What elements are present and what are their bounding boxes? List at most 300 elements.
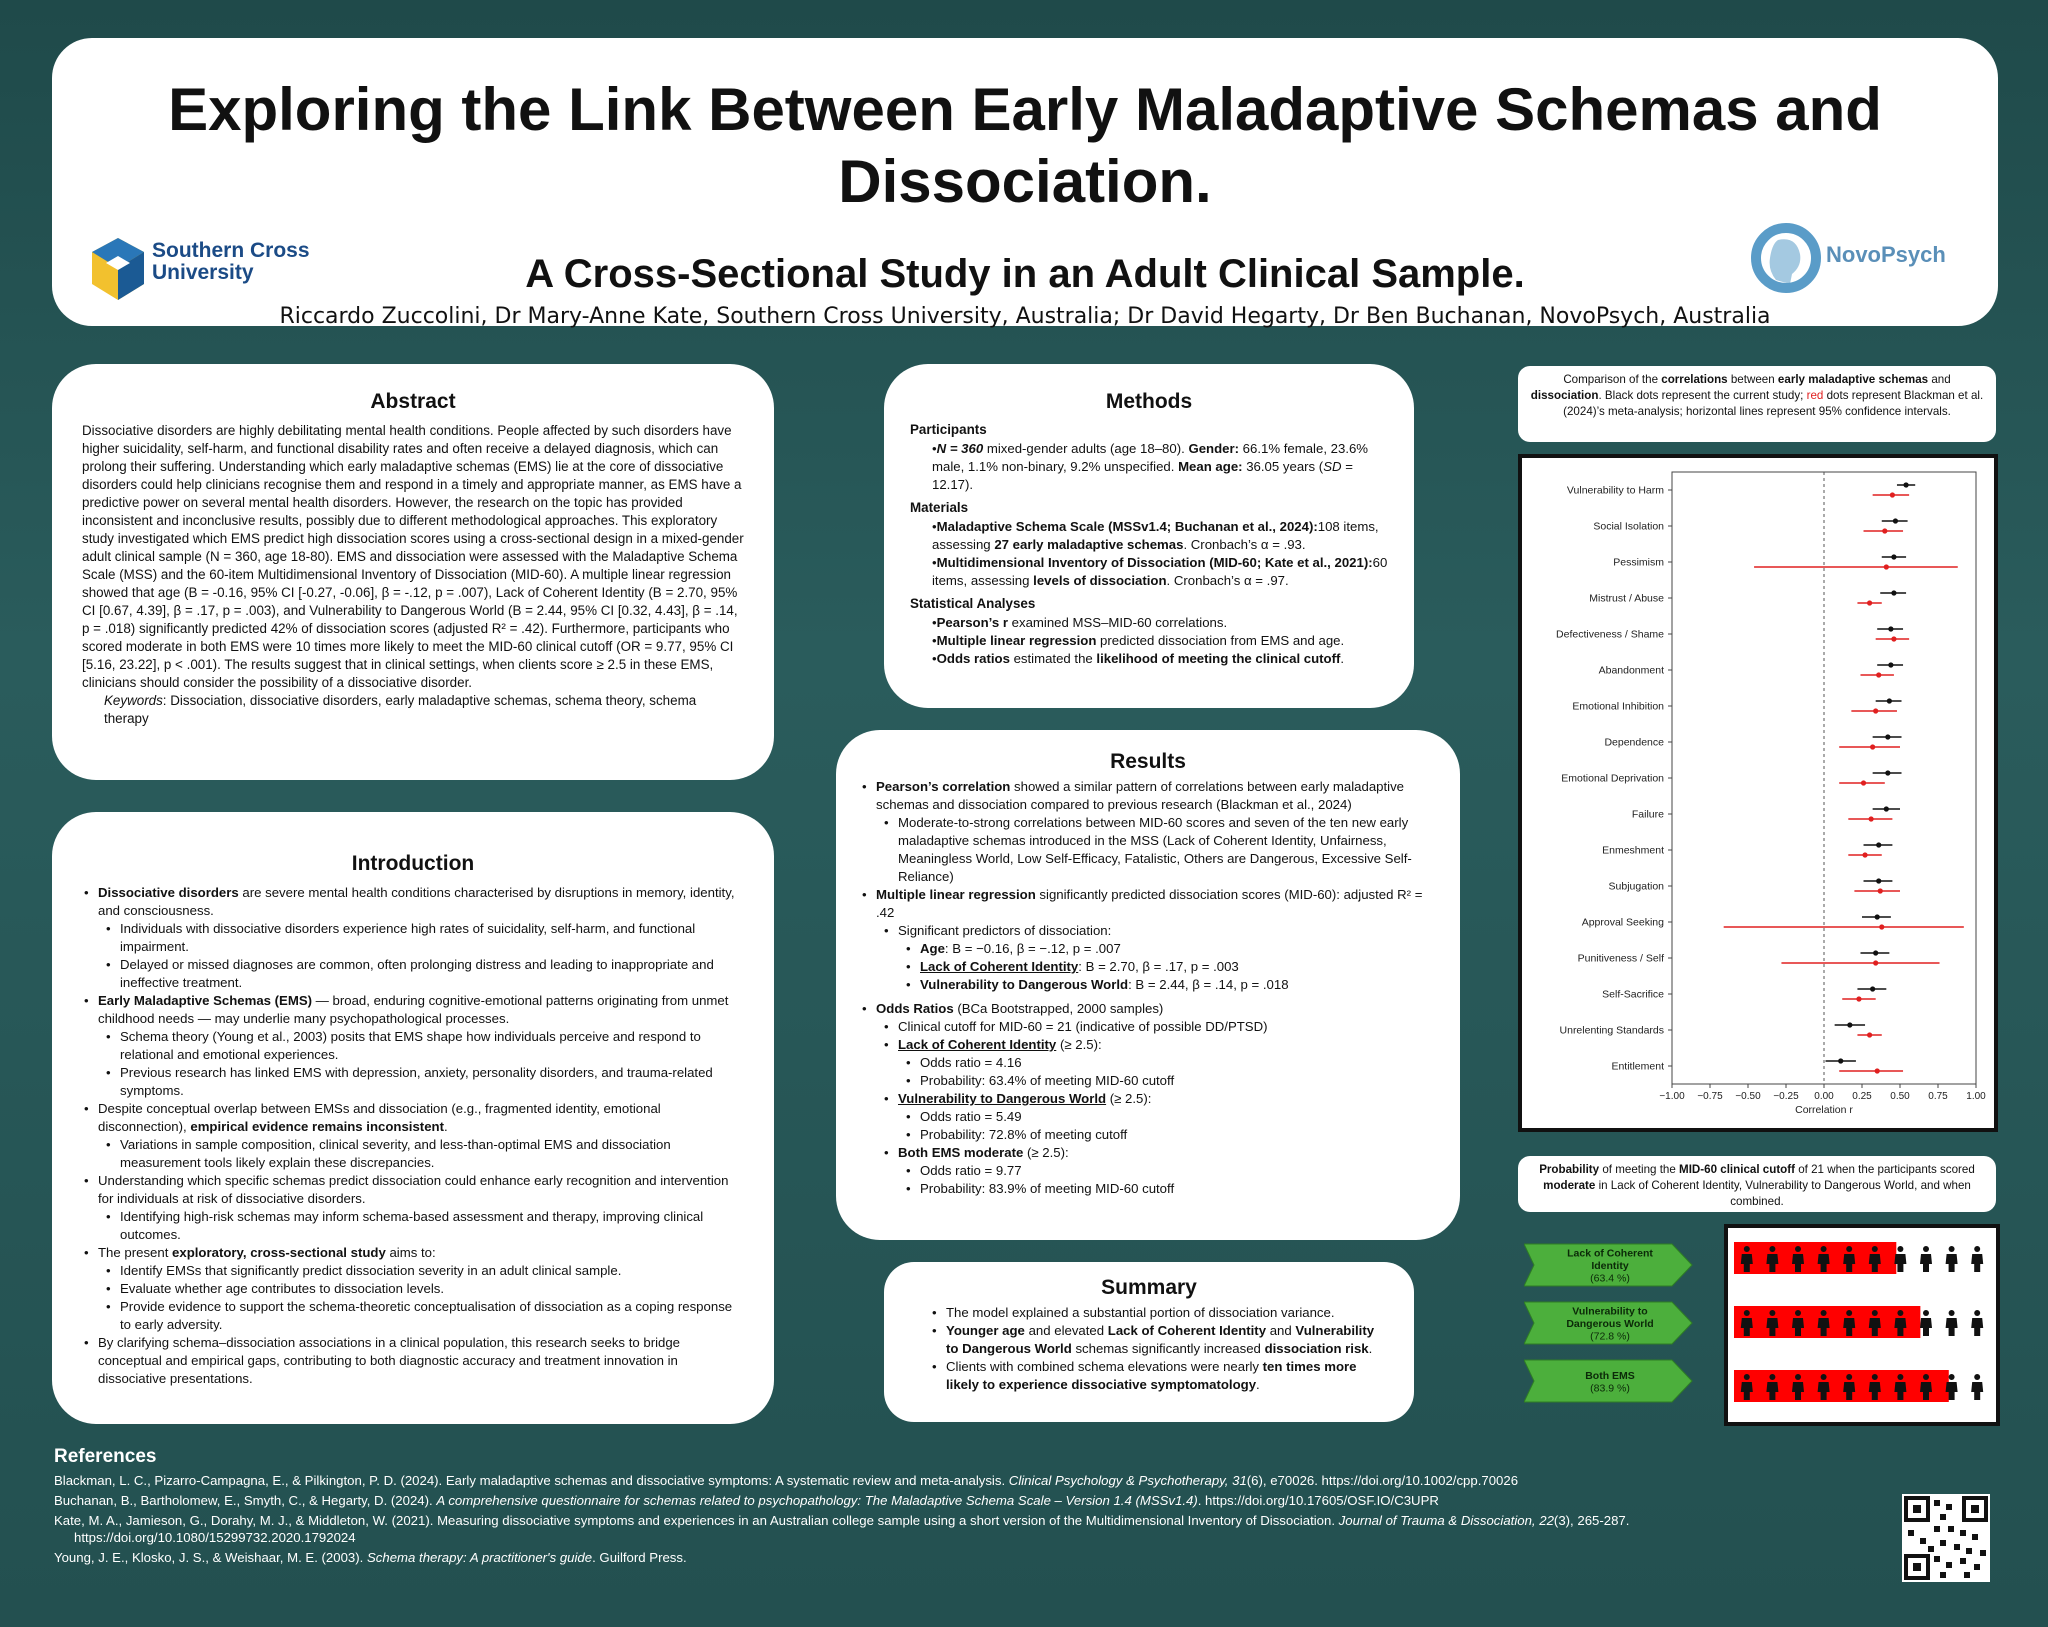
title-line-2: Dissociation. [838,148,1212,215]
y-tick-label: Mistrust / Abuse [1589,592,1664,605]
x-tick-label: 0.75 [1928,1091,1948,1102]
bold-text: Probability [1539,1163,1600,1176]
person-head [1923,1310,1929,1316]
text: and [1928,373,1951,386]
statistics-heading: Statistical Analyses [910,596,1036,611]
person-icon [1920,1310,1932,1336]
list-item: • Previous research has linked EMS with depression, anxiety, personality disorders, and trauma-related symptoms. [82,1064,744,1100]
person-head [1846,1374,1852,1380]
text: . Cronbach’s α = .97. [1166,573,1289,588]
results-list [860,886,1436,922]
current-point [1838,1058,1843,1063]
y-tick-label: Self-Sacrifice [1602,988,1664,1001]
person-head [1821,1246,1827,1252]
forest-plot [1522,458,1994,1128]
meta-point [1878,888,1883,893]
italic-text: Schema therapy: A practitioner's guide [366,1550,593,1565]
bold-text: Pearson’s correlation [876,779,1011,794]
poster-subtitle: A Cross-Sectional Study in an Adult Clinical Sample. [525,252,1525,296]
scu-name-line-2: University [152,261,254,284]
results-sublist [860,922,1436,940]
person-head [1949,1374,1955,1380]
text: The present [98,1245,173,1260]
results-sublist [860,1054,1436,1090]
reference-item [54,1549,1904,1566]
x-tick-label: 1.00 [1966,1091,1986,1102]
person-icon [1971,1246,1983,1272]
bold-text: Gender: [1188,441,1240,456]
person-body [1971,1254,1983,1272]
bold-text: Younger age [946,1323,1025,1338]
summary-title: Summary [1101,1276,1197,1299]
person-head [1923,1374,1929,1380]
person-head [1974,1246,1980,1252]
probability-label-arrow [1524,1298,1694,1348]
y-tick-label: Dependence [1604,736,1664,749]
person-head [1744,1374,1750,1380]
list-item: • Odds ratio = 9.77 [860,1162,1436,1180]
results-sublist [860,1018,1436,1054]
introduction-title: Introduction [351,852,475,875]
y-tick-label: Unrelenting Standards [1559,1024,1664,1037]
probability-label-arrow [1524,1356,1694,1406]
person-head [1872,1246,1878,1252]
y-tick-label: Emotional Deprivation [1561,772,1664,785]
text: : B = −0.16, β = −.12, p = .007 [944,941,1121,956]
person-head [1949,1310,1955,1316]
qr-code-graphic [1902,1494,1990,1582]
person-head [1974,1310,1980,1316]
participants-heading: Participants [910,422,987,437]
list-item: • Clinical cutoff for MID-60 = 21 (indicative of possible DD/PTSD) [860,1018,1436,1036]
person-body [1920,1254,1932,1272]
text: — broad, enduring cognitive-emotional patterns originating from unmet childhood needs — may underlie many psychopathological processes. [98,993,729,1026]
text: Comparison of the [1563,373,1662,386]
text: Clients with combined schema elevations were nearly [946,1359,1263,1374]
arrow-label: Lack of Coherent [1567,1247,1653,1260]
text: significantly predicted dissociation scores (MID-60): adjusted R² = .42 [876,887,1423,920]
person-head [1769,1246,1775,1252]
list-item [860,1090,1436,1108]
text: of 21 when the participants scored [1795,1163,1975,1176]
italic-text: Clinical Psychology & Psychotherapy, 31 [1008,1473,1247,1488]
current-point [1875,914,1880,919]
list-item: • Schema theory (Young et al., 2003) posits that EMS shape how individuals perceive and respond to relational and emotional experiences. [82,1028,744,1064]
forest-plot-caption [1518,366,1996,442]
bold-text: Multiple linear regression [936,633,1097,648]
results-list [860,778,1436,814]
text: (≥ 2.5): [1106,1091,1152,1106]
x-tick-label: 0.25 [1852,1091,1872,1102]
bold-text: Vulnerability to Dangerous World [946,1323,1375,1356]
text: . [1340,651,1345,666]
text: Young, J. E., Klosko, J. S., & Weishaar, M. E. (2003). [54,1550,367,1565]
scu-name [152,240,310,284]
keywords-text: : Dissociation, dissociative disorders, early maladaptive schemas, schema theory, schema therapy [104,693,697,726]
person-head [1974,1374,1980,1380]
text: . [1368,1341,1373,1356]
x-axis-label: Correlation r [1795,1104,1853,1116]
x-tick-label: −0.25 [1773,1091,1799,1102]
x-tick-label: −1.00 [1659,1091,1685,1102]
y-tick-label: Failure [1631,808,1664,821]
text: 66.1% female, 23.6% male, 1.1% non-binary, 9.2% unspecified. [932,441,1369,474]
text: (≥ 2.5): [1023,1145,1069,1160]
list-item: • Understanding which specific schemas predict dissociation could enhance early recognition and intervention for individuals at risk of dissociative disorders. [82,1172,744,1208]
list-item: • Variations in sample composition, clinical severity, and less-than-optimal EMS and dissociation measurement tools likely explain these discrepancies. [82,1136,744,1172]
person-icon [1946,1246,1958,1272]
meta-point [1869,816,1874,821]
statistics-item: •Multiple linear regression predicted dissociation from EMS and age. [932,633,1345,648]
list-item [860,940,1436,958]
text: mixed-gender adults (age 18–80). [983,441,1189,456]
bold-text: correlations [1661,373,1728,386]
statistics-item: •Odds ratios estimated the likelihood of meeting the clinical cutoff. [932,651,1345,666]
text: dots represent Blackman et al. (2024)’s meta-analysis; horizontal lines represent 95% confidence intervals. [1563,389,1984,418]
list-item: • Provide evidence to support the schema-theoretic conceptualisation of dissociation as a coping response to early adversity. [82,1298,744,1334]
bold-text: ten times more likely to experience dissociative symptomatology [946,1359,1357,1392]
introduction-list [82,1100,744,1136]
text: and elevated [1024,1323,1108,1338]
title-line-1: Exploring the Link Between Early Maladaptive Schemas and [168,76,1882,143]
participants-text: •N = 360 mixed-gender adults (age 18–80). Gender: 66.1% female, 23.6% male, 1.1% non-binary, 9.2% unspecified. Mean age: 36.05 years (SD = 12.17). [932,441,1369,492]
bold-text: Pearson’s r [936,615,1008,630]
bold-text: Vulnerability to Dangerous World [898,1091,1107,1106]
person-icon [1971,1310,1983,1336]
y-tick-label: Vulnerability to Harm [1566,484,1664,497]
bold-text: Lack of Coherent Identity [1107,1323,1267,1338]
list-item: • Delayed or missed diagnoses are common, often prolonging distress and leading to inappropriate and ineffective treatment. [82,956,744,992]
arrow-label: Identity [1591,1260,1629,1272]
text: (≥ 2.5): [1056,1037,1102,1052]
x-tick-label: −0.75 [1697,1091,1723,1102]
text: . Cronbach’s α = .93. [1183,537,1306,552]
person-head [1744,1246,1750,1252]
results-sublist [860,940,1436,994]
current-point [1903,482,1908,487]
arrow-label: Vulnerability to [1572,1305,1648,1318]
person-head [1846,1246,1852,1252]
list-item [860,778,1436,814]
bold-text: Multiple linear regression [876,887,1036,902]
bold-text: Mean age: [1178,459,1243,474]
meta-point [1882,528,1887,533]
person-icon [1920,1246,1932,1272]
meta-point [1873,708,1878,713]
probability-icon-svg [1728,1228,1996,1422]
text: Kate, M. A., Jamieson, G., Dorahy, M. J., & Middleton, W. (2021). Measuring dissociative symptoms and experiences in an Australian college sample using a short version of the Multidimensional Inventory of Dissociation. [54,1513,1339,1528]
meta-point [1875,1068,1880,1073]
person-body [1971,1318,1983,1336]
current-point [1884,806,1889,811]
results-panel [836,730,1460,1240]
introduction-list [82,1172,744,1208]
current-point [1885,734,1890,739]
meta-point [1873,960,1878,965]
person-head [1923,1246,1929,1252]
bold-text: dissociation [1530,389,1599,402]
references-section [54,1446,1904,1569]
person-head [1795,1310,1801,1316]
text: . Guilford Press. [592,1550,687,1565]
text: (3), 265-287. https://doi.org/10.1080/15299732.2020.1792024 [74,1513,1630,1545]
text: Blackman, L. C., Pizarro-Campagna, E., & Pilkington, P. D. (2024). Early maladaptive schemas and dissociative symptoms: A systematic review and meta-analysis. [54,1473,1009,1488]
list-item [82,1100,744,1136]
introduction-sublist [82,920,744,992]
person-head [1897,1374,1903,1380]
list-item: • Identify EMSs that significantly predict dissociation severity in an adult clinical sample. [82,1262,744,1280]
probability-label-arrow [1524,1240,1694,1290]
x-tick-label: 0.00 [1814,1091,1834,1102]
bold-text: early maladaptive schemas [1777,373,1929,386]
list-item: • Odds ratio = 5.49 [860,1108,1436,1126]
arrow-label: Dangerous World [1566,1318,1654,1330]
results-list [860,1000,1436,1018]
novopsych-name: NovoPsych [1826,242,1946,267]
meta-point [1879,924,1884,929]
x-tick-label: −0.50 [1735,1091,1761,1102]
y-tick-label: Defectiveness / Shame [1556,628,1664,641]
results-title: Results [1110,750,1186,773]
text: schemas significantly increased [1071,1341,1265,1356]
bold-text: Age [920,941,945,956]
reference-item [54,1472,1904,1489]
bold-text: Maladaptive Schema Scale (MSSv1.4; Buchanan et al., 2024): [936,519,1318,534]
text: aims to: [385,1245,436,1260]
qr-code-icon[interactable] [1902,1494,1990,1582]
text: = 12.17). [932,459,1353,492]
current-point [1870,986,1875,991]
poster-title [52,74,1998,218]
person-head [1897,1310,1903,1316]
person-body [1920,1318,1932,1336]
text: . Black dots represent the current study; [1598,389,1807,402]
person-body [1946,1318,1958,1336]
summary-list [910,1304,1388,1394]
meta-point [1870,744,1875,749]
results-sublist [860,1162,1436,1198]
current-point [1888,626,1893,631]
introduction-panel [52,812,774,1424]
list-item: • Probability: 63.4% of meeting MID-60 cutoff [860,1072,1436,1090]
list-item [860,1036,1436,1054]
meta-point [1890,492,1895,497]
list-item: • Moderate-to-strong correlations between MID-60 scores and seven of the ten new early maladaptive schemas introduced in the MSS (Lack of Coherent Identity, Unfairness, Meaningless World, Low Self-Efficacy, Fatalistic, Others are Dangerous, Excessive Self-Reliance) [860,814,1436,886]
introduction-sublist [82,1028,744,1100]
text: estimated the [1009,651,1097,666]
list-item [860,958,1436,976]
list-item: • Probability: 72.8% of meeting cutoff [860,1126,1436,1144]
current-point [1891,590,1896,595]
person-body [1971,1382,1983,1400]
results-sublist [860,1090,1436,1108]
bold-text: levels of dissociation [1033,573,1167,588]
list-item [82,1244,744,1262]
abstract-body: Dissociative disorders are highly debilitating mental health conditions. People affected by such disorders have higher suicidality, self-harm, and functional disability rates and often receive a delayed diagnosis, which can prolong their suffering. Understanding which early maladaptive schemas (EMS) lie at the core of dissociative disorders could help clinicians recognise them and respond in a timely and appropriate manner, as EMS have a predictive power on several mental health disorders. However, the research on the topic has provided inconsistent and inconclusive results, possibly due to different methodological approaches. This exploratory study investigated which EMS predict high dissociation scores using a cross-sectional design in a mixed-gender adult clinical sample (N = 360, age 18-80). EMS and dissociation were assessed with the Maladaptive Schema Scale (MSS) and the 60-item Multidimensional Inventory of Dissociation (MID-60). A multiple linear regression showed that age (B = -0.16, 95% CI [-0.27, -0.06], β = -.12, p = .007), Lack of Coherent Identity (B = 2.70, 95% CI [0.67, 4.39], β = .17, p = .003), and Vulnerability to Dangerous World (B = 2.44, 95% CI [0.32, 4.43], β = .14, p = .018) significantly predicted 42% of dissociation scores (adjusted R² = .42). Furthermore, participants who scored moderate in both EMS were 10 times more likely to meet the MID-60 clinical cutoff (OR = 9.77, 95% CI [5.16, 23.22], p < .001). The results suggest that in clinical settings, when clients score ≥ 2.5 in these EMS, clinicians should consider the possibility of a dissociative disorder. [82,423,744,690]
person-head [1897,1246,1903,1252]
methods-title: Methods [1105,390,1193,413]
text: in Lack of Coherent Identity, Vulnerability to Dangerous World, and when combined. [1595,1179,1971,1208]
person-icon [1946,1310,1958,1336]
current-point [1885,770,1890,775]
bold-text: Lack of Coherent Identity [898,1037,1057,1052]
reference-item [54,1492,1904,1509]
bold-text: Odds ratios [936,651,1010,666]
results-sublist [860,1108,1436,1144]
bold-text: likelihood of meeting the clinical cutoff [1096,651,1341,666]
arrow-label: Both EMS [1585,1369,1635,1382]
meta-point [1862,852,1867,857]
introduction-list [82,1244,744,1262]
bold-text: N = 360 [936,441,984,456]
references-title: References [54,1446,157,1467]
text: 60 items, assessing [932,555,1388,588]
bold-text: Dissociative disorders [98,885,239,900]
reference-item [54,1512,1904,1546]
arrow-label: (72.8 %) [1590,1330,1630,1343]
list-item: • Evaluate whether age contributes to dissociation levels. [82,1280,744,1298]
text: (BCa Bootstrapped, 2000 samples) [953,1001,1164,1016]
person-head [1795,1246,1801,1252]
list-item [82,884,744,920]
arrow-label: (63.4 %) [1590,1272,1630,1285]
meta-point [1876,672,1881,677]
current-point [1888,662,1893,667]
bold-text: Both EMS moderate [898,1145,1024,1160]
introduction-sublist [82,1208,744,1244]
text: . [1256,1377,1260,1392]
bold-text: Early Maladaptive Schemas (EMS) [98,993,313,1008]
bold-text: exploratory, cross-sectional study [172,1245,386,1260]
red-text: red [1806,389,1824,402]
bold-text: Lack of Coherent Identity [920,959,1079,974]
introduction-list [82,884,744,920]
x-tick-label: 0.50 [1890,1091,1910,1102]
list-item: • The model explained a substantial portion of dissociation variance. [930,1304,1388,1322]
summary-panel [884,1262,1414,1422]
introduction-list [82,1334,744,1388]
list-item: • By clarifying schema–dissociation associations in a clinical population, this research seeks to bridge conceptual and empirical gaps, contributing to both diagnostic accuracy and treatment innovation in dissociative presentations. [82,1334,744,1388]
current-point [1876,878,1881,883]
meta-point [1891,636,1896,641]
list-item [860,1144,1436,1162]
scu-name-line-1: Southern Cross [152,239,310,262]
y-tick-label: Emotional Inhibition [1572,700,1664,713]
meta-point [1867,600,1872,605]
bold-text: Multidimensional Inventory of Dissociation (MID-60; Kate et al., 2021): [936,555,1373,570]
list-item: • Significant predictors of dissociation: [860,922,1436,940]
list-item [930,1358,1388,1394]
forest-plot-frame [1518,454,1998,1132]
y-tick-label: Social Isolation [1593,520,1664,533]
y-tick-label: Abandonment [1598,664,1664,677]
current-point [1873,950,1878,955]
text: predicted dissociation from EMS and age. [1096,633,1345,648]
person-head [1846,1310,1852,1316]
materials-item: •Multidimensional Inventory of Dissociation (MID-60; Kate et al., 2021):60 items, assessing levels of dissociation. Cronbach’s α = .97. [932,555,1388,588]
materials-heading: Materials [910,500,969,515]
text: . [443,1119,448,1134]
person-head [1821,1374,1827,1380]
list-item [860,1000,1436,1018]
current-point [1893,518,1898,523]
current-point [1876,842,1881,847]
bold-text: dissociation risk [1264,1341,1369,1356]
meta-point [1856,996,1861,1001]
bold-text: Vulnerability to Dangerous World [920,977,1129,992]
person-head [1821,1310,1827,1316]
person-head [1795,1374,1801,1380]
list-item [930,1322,1388,1358]
text: Buchanan, B., Bartholomew, E., Smyth, C., & Hegarty, D. (2024). [54,1493,437,1508]
probability-bar [1734,1370,1949,1402]
list-item: • Identifying high-risk schemas may inform schema-based assessment and therapy, improving clinical outcomes. [82,1208,744,1244]
list-item: • Probability: 83.9% of meeting MID-60 cutoff [860,1180,1436,1198]
results-sublist [860,1144,1436,1162]
list-item [860,886,1436,922]
person-head [1872,1310,1878,1316]
text: of meeting the [1599,1163,1680,1176]
y-tick-label: Subjugation [1608,880,1664,893]
list-item: • Odds ratio = 4.16 [860,1054,1436,1072]
y-tick-label: Pessimism [1613,556,1664,569]
text: examined MSS–MID-60 correlations. [1007,615,1228,630]
person-head [1744,1310,1750,1316]
italic-text: A comprehensive questionnaire for schemas related to psychopathology: The Maladaptive Schema Scale – Version 1.4 (MSSv1.4) [436,1493,1198,1508]
text: and [1266,1323,1296,1338]
introduction-sublist [82,1262,744,1334]
probability-icon-chart [1724,1224,2000,1426]
person-body [1946,1254,1958,1272]
text: . https://doi.org/10.17605/OSF.IO/C3UPR [1197,1493,1439,1508]
bold-text: moderate [1543,1179,1596,1192]
introduction-sublist [82,1136,744,1172]
meta-point [1867,1032,1872,1037]
person-head [1769,1310,1775,1316]
text: : B = 2.70, β = .17, p = .003 [1078,959,1239,974]
person-head [1872,1374,1878,1380]
person-head [1769,1374,1775,1380]
meta-point [1861,780,1866,785]
bold-text: Odds Ratios [876,1001,954,1016]
y-tick-label: Approval Seeking [1581,916,1664,929]
methods-panel [884,364,1414,708]
list-item [82,992,744,1028]
bold-text: empirical evidence remains inconsistent [190,1119,444,1134]
text: : B = 2.44, β = .14, p = .018 [1128,977,1289,992]
text: 108 items, assessing [932,519,1379,552]
introduction-list [82,992,744,1028]
current-point [1891,554,1896,559]
probability-caption [1518,1156,1996,1212]
meta-point [1884,564,1889,569]
arrow-label: (83.9 %) [1590,1382,1630,1395]
text: showed a similar pattern of correlations between early maladaptive schemas and dissociation compared to previous research (Blackman et al., 2024) [876,779,1405,812]
results-sublist [860,814,1436,886]
y-tick-label: Entitlement [1611,1060,1664,1073]
list-item: • Individuals with dissociative disorders experience high rates of suicidality, self-harm, and functional impairment. [82,920,744,956]
current-point [1887,698,1892,703]
italic-text: Journal of Trauma & Dissociation, 22 [1338,1513,1554,1528]
bold-text: 27 early maladaptive schemas [994,537,1184,552]
abstract-text [82,422,744,728]
person-icon [1971,1374,1983,1400]
abstract-panel [52,364,774,780]
text: (6), e70026. https://doi.org/10.1002/cpp.70026 [1246,1473,1519,1488]
y-tick-label: Enmeshment [1602,844,1664,857]
bold-text: MID-60 clinical cutoff [1679,1163,1795,1176]
statistics-item: •Pearson’s r examined MSS–MID-60 correlations. [932,615,1228,630]
